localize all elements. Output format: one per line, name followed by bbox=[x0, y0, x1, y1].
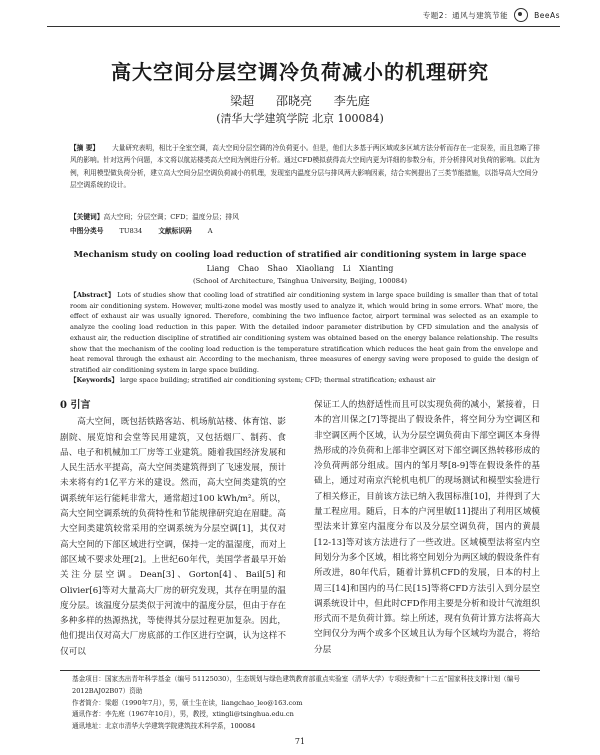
english-abstract-text: Lots of studies show that cooling load of stratified air conditioning system in large space building is smaller than that of total room air conditioning system. However, multi-zone model was mostly used to analyze it, which would bring in some errors. What' more, the effect of exhaust air was usually ignored. Therefore, combining the two influence factor, airport terminal was selected as an example to analyze the cooling load reduction in this paper. With the detailed indoor parameter distribution by CFD simulation and the analysis of exhaust air, the reduction discipline of stratified air conditioning system was obtained based on the energy balance relationship. The results show that the mechanism of the cooling load reduction is the temperature stratification which reduces the heat gain from the envelope and heat removal through the exhaust air. According to the mechanism, three measures of energy saving were proposed to guide the design of stratified air conditioning system in large space building. bbox=[70, 291, 538, 374]
footnotes bbox=[72, 674, 542, 733]
keywords-label: 【关键词】 bbox=[70, 213, 104, 221]
body-right-column bbox=[314, 398, 540, 658]
doc-code-value: A bbox=[207, 227, 213, 235]
english-keywords-text: large space building; stratified air conditioning system; CFD; thermal stratification; exhaust air bbox=[120, 376, 436, 384]
authors: 梁超 邵晓亮 李先庭 bbox=[230, 94, 370, 108]
page-number: 71 bbox=[294, 737, 306, 746]
header-section: 专题2：通风与建筑节能 bbox=[422, 10, 509, 20]
english-abstract bbox=[70, 290, 538, 376]
affiliation: (清华大学建筑学院 北京 100084) bbox=[216, 112, 384, 125]
chinese-keywords bbox=[70, 211, 540, 223]
header-brand: BeeAs bbox=[534, 10, 560, 20]
english-abstract-label: 【Abstract】 bbox=[70, 291, 115, 299]
right-column-text: 保证工人的热舒适性而且可以实现负荷的减小，紧接着，日本的宫川保之[7]等提出了假设条件，将空间分为空调区和非空调区两个区域，认为分层空调负荷由下部空调区本身得热形成的冷负荷和上部非空调区对下部空调区热转移形成的冷负荷两部分组成。国内的邹月琴[8-9]等在假设条件的基础上，通过对南京汽轮机电机厂的现场测试和模型实验进行了相关修正，目前该方法已纳入我国标准[10]，并得到了大量工程应用。随后，日本的户河里敏[11]提出了利用区域模型法来计算室内温度分布以及分层空调负荷，国内的黄晨[12-13]等对该方法进行了一些改进。区域模型法将室内空间划分为多个区域，相比将空间划分为两区域的假设条件有所改进，80年代后，随着计算机CFD的发展，日本的村上周三[14]和国内的马仁民[15]等将CFD方法引入到分层空调系统设计中，但此时CFD作用主要是分析和设计气流组织形式而不是负荷计算。综上所述，现有负荷计算方法将高大空间仅分为两个或多个区域且认为每个区域均为混合，将给分层 bbox=[314, 400, 540, 655]
english-authors: Liang Chao Shao Xiaoliang Li Xianting bbox=[206, 264, 394, 273]
journal-header bbox=[423, 8, 560, 22]
body-left-column bbox=[60, 398, 286, 660]
footnote-fund: 基金项目：国家杰出青年科学基金（编号 51125030），生态规划与绿色建筑教育部重点实验室（清华大学）专项经费和“十二五”国家科技支撑计划（编号 2012BAJ02B07）资助 bbox=[72, 675, 520, 695]
english-keywords bbox=[70, 375, 538, 384]
paper-title: 高大空间分层空调冷负荷减小的机理研究 bbox=[111, 60, 489, 84]
keywords-text: 高大空间；分层空调；CFD；温度分层；排风 bbox=[103, 213, 239, 221]
clc-value: TU834 bbox=[119, 227, 143, 235]
chinese-abstract bbox=[70, 142, 540, 191]
abstract-text: 大量研究表明，相比于全室空调，高大空间分层空调的冷负荷更小。但是，他们大多基于两区域或多区域方法分析而存在一定误差，而且忽略了排风的影响。针对这两个问题，本文将以航站楼类高大空间为例进行分析。通过CFD模拟获得高大空间内更为详细的参数分布，并分析排风对负荷的影响。以此为例，利用模型做负荷分析，建立高大空间分层空调负荷减小的机理，发现室内温度分层与排风两大影响因素，结合实例提出了三类节能措施，以指导高大空间分层空调系统的设计。 bbox=[70, 144, 540, 189]
footnote-author: 作者简介：梁超（1990年7月），男，硕士生在读，liangchao_leo@163.com bbox=[72, 698, 303, 707]
classification bbox=[70, 225, 540, 237]
english-affiliation: (School of Architecture, Tsinghua University, Beijing, 100084) bbox=[192, 277, 408, 285]
footnote-rule bbox=[60, 670, 540, 671]
header-rule bbox=[47, 26, 560, 27]
abstract-label: 【摘 要】 bbox=[70, 144, 100, 152]
journal-logo-icon bbox=[514, 8, 528, 22]
left-column-text: 高大空间，既包括铁路客站、机场航站楼、体育馆、影剧院、展览馆和会堂等民用建筑，又包括烟厂、制药、食品、电子和机械加工厂房等工业建筑。随着我国经济发展和人民生活水平提高，高大空间类建筑得到了飞速发展，预计未来将有约1亿平方米的建设。然而，高大空间类建筑的空调系统年运行能耗非常大，通常超过100 kWh/m²。所以，高大空间空调系统的负荷特性和节能规律研究迫在眉睫。高大空间类建筑较常采用的空调系统为分层空调[1]，其仅对高大空间的下部区域进行空调，保持一定的温湿度，而对上部区域不要求处理[2]。上世纪60年代，美国学者最早开始关注分层空调。Dean[3]、Gorton[4]、Bail[5]和Olivier[6]等对大量高大厂房的研究发现，其存在明显的温度分层。该温度分层类似于河流中的温度分层，但由于存在多种多样的热源热扰，等使得其分层过程更加复杂。因此，他们提出仅对高大厂房底部的工作区进行空调，认为这样不仅可以 bbox=[60, 417, 286, 657]
english-title: Mechanism study on cooling load reduction of stratified air conditioning system in large space bbox=[73, 250, 527, 260]
footnote-address: 通讯地址：北京市清华大学建筑学院建筑技术科学系，100084 bbox=[72, 722, 256, 731]
footnote-contact: 通讯作者：李先庭（1967年10月），男，教授，xtingli@tsinghua.edu.cn bbox=[72, 710, 294, 719]
clc-label: 中图分类号 bbox=[70, 227, 104, 235]
section-heading: 0 引言 bbox=[60, 400, 91, 411]
doc-code-label: 文献标识码 bbox=[158, 227, 192, 235]
english-keywords-label: 【Keywords】 bbox=[70, 376, 118, 384]
